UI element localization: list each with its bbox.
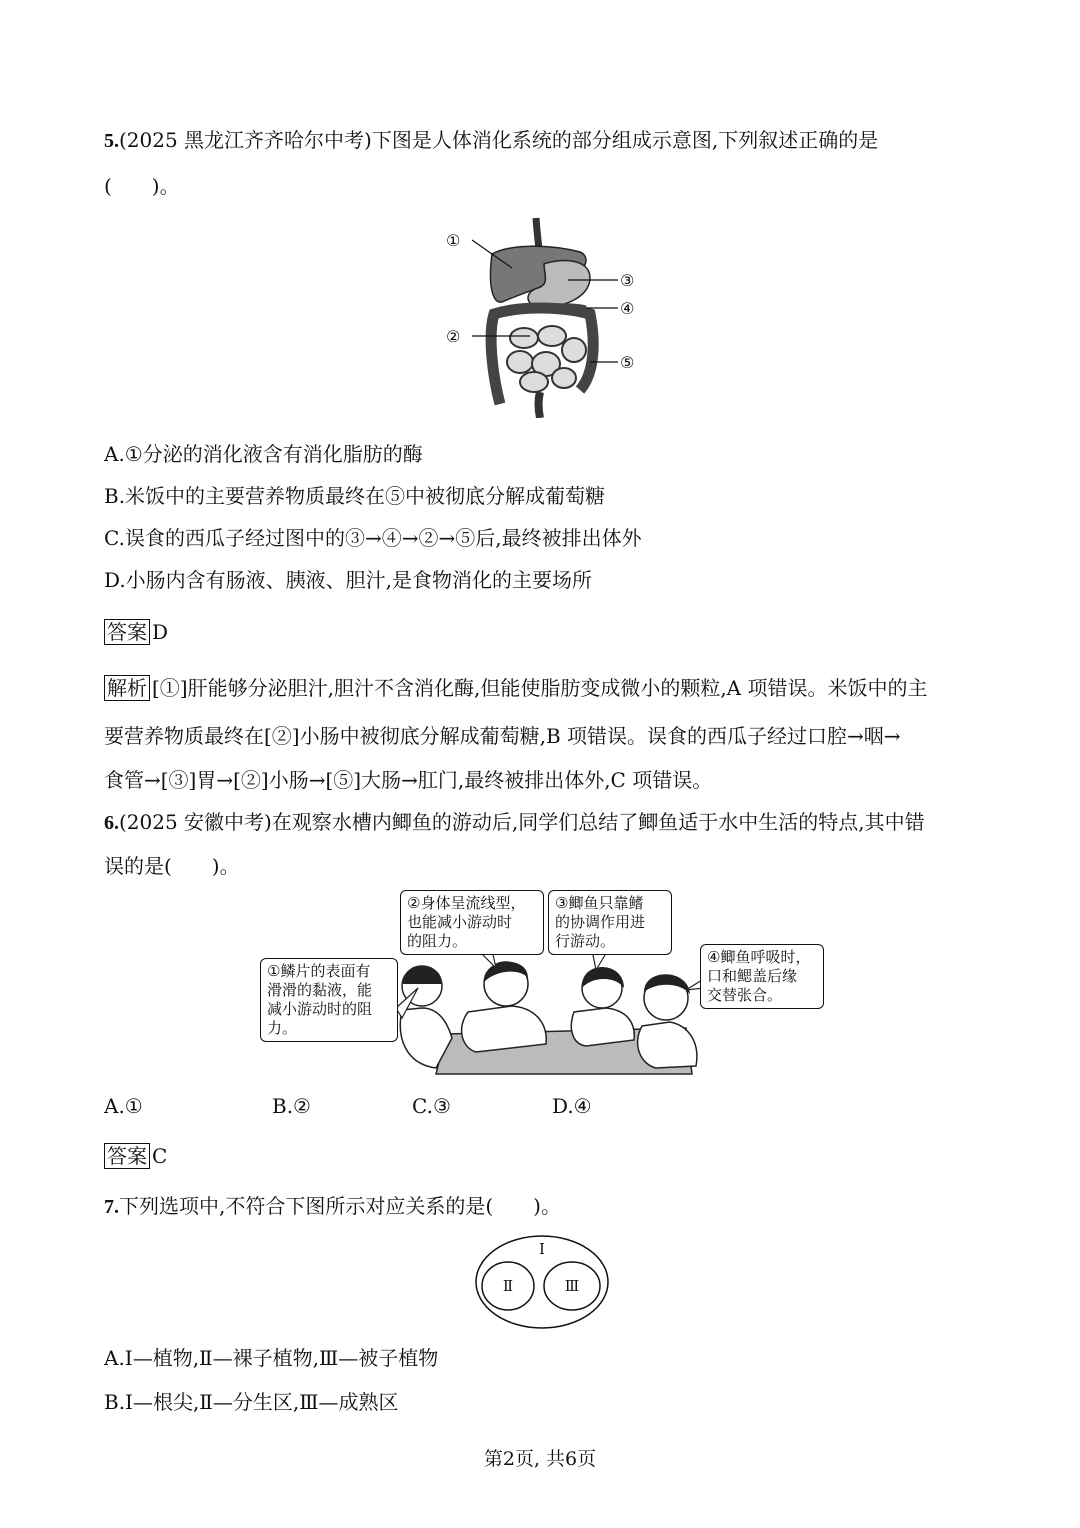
q5-option-a: A.①分泌的消化液含有消化脂肪的酶 xyxy=(104,442,423,466)
q7-option-b: B.Ⅰ—根尖,Ⅱ—分生区,Ⅲ—成熟区 xyxy=(104,1390,399,1414)
analysis-tag: 解析 xyxy=(104,675,150,701)
q6-answer xyxy=(104,1142,167,1170)
figure-label-5: ⑤ xyxy=(620,353,635,372)
q7-option-a: A.Ⅰ—植物,Ⅱ—裸子植物,Ⅲ—被子植物 xyxy=(104,1346,439,1370)
q5-option-b: B.米饭中的主要营养物质最终在⑤中被彻底分解成葡萄糖 xyxy=(104,484,606,508)
speech-bubble-4: ④鲫鱼呼吸时， 口和鳃盖后缘 交替张合。 xyxy=(700,944,824,1009)
q5-analysis-line2: 要营养物质最终在[②]小肠中被彻底分解成葡萄糖,B 项错误。误食的西瓜子经过口腔→咽→ xyxy=(104,724,901,748)
q6-option-d: D.④ xyxy=(552,1094,592,1118)
q6-option-a: A.① xyxy=(104,1094,143,1118)
students-discussion-figure xyxy=(256,888,822,1078)
q6-stem-line1 xyxy=(104,808,925,837)
q5-answer xyxy=(104,618,168,646)
q5-option-d: D.小肠内含有肠液、胰液、胆汁,是食物消化的主要场所 xyxy=(104,568,593,592)
q6-number: 6. xyxy=(104,812,119,834)
answer-value: D xyxy=(152,620,169,644)
analysis-text-1: [①]肝能够分泌胆汁,胆汁不含消化酶,但能使脂肪变成微小的颗粒,A 项错误。米饭中的主 xyxy=(152,676,928,700)
q7-stem-text: 下列选项中,不符合下图所示对应关系的是( )。 xyxy=(119,1194,561,1218)
q5-stem-line2: ( )。 xyxy=(104,174,180,198)
q6-stem-line2: 误的是( )。 xyxy=(104,854,240,878)
q5-number: 5. xyxy=(104,130,119,152)
venn-diagram xyxy=(472,1232,612,1332)
q5-stem-line1 xyxy=(104,126,878,155)
circle-label-1: Ⅰ xyxy=(539,1240,545,1258)
speech-bubble-3: ③鲫鱼只靠鳍 的协调作用进 行游动。 xyxy=(548,890,672,955)
page-footer: 第2页, 共6页 xyxy=(483,1448,597,1470)
speech-bubble-1: ①鳞片的表面有 滑滑的黏液，能 减小游动时的阻 力。 xyxy=(260,958,398,1042)
answer-value: C xyxy=(152,1144,168,1168)
q5-analysis-line3: 食管→[③]胃→[②]小肠→[⑤]大肠→肛门,最终被排出体外,C 项错误。 xyxy=(104,768,713,792)
q5-option-c: C.误食的西瓜子经过图中的③→④→②→⑤后,最终被排出体外 xyxy=(104,526,642,550)
q6-option-b: B.② xyxy=(272,1094,311,1118)
q7-number: 7. xyxy=(104,1196,119,1218)
q5-analysis-line1 xyxy=(104,674,927,702)
q6-option-c: C.③ xyxy=(412,1094,451,1118)
circle-label-2: Ⅱ xyxy=(502,1277,514,1295)
circle-label-3: Ⅲ xyxy=(564,1277,580,1295)
figure-label-2: ② xyxy=(446,327,461,346)
answer-tag: 答案 xyxy=(104,1143,150,1169)
figure-label-1: ① xyxy=(446,231,461,250)
speech-bubble-2: ②身体呈流线型， 也能减小游动时 的阻力。 xyxy=(400,890,544,955)
answer-tag: 答案 xyxy=(104,619,150,645)
q7-stem xyxy=(104,1192,561,1221)
figure-label-3: ③ xyxy=(620,271,635,290)
q6-stem-text: (2025 安徽中考)在观察水槽内鲫鱼的游动后,同学们总结了鲫鱼适于水中生活的特点,其中错 xyxy=(119,810,925,834)
digestive-system-figure xyxy=(440,214,660,418)
q5-stem-text: (2025 黑龙江齐齐哈尔中考)下图是人体消化系统的部分组成示意图,下列叙述正确的是 xyxy=(119,128,879,152)
figure-label-4: ④ xyxy=(620,299,635,318)
